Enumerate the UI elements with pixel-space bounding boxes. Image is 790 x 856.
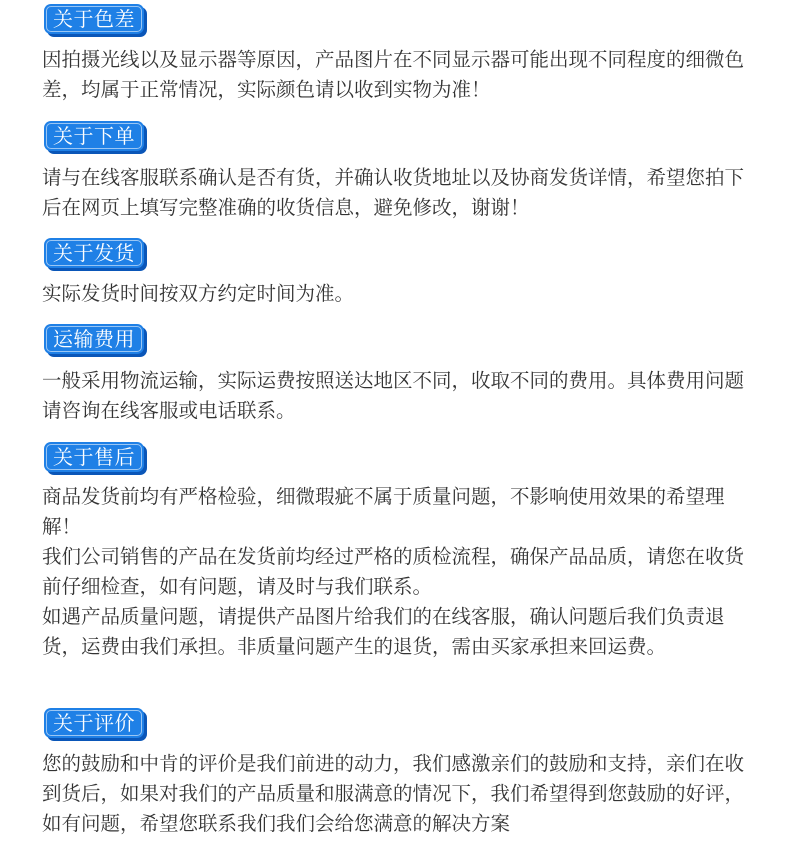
section-title-after-sales: 关于售后: [44, 442, 144, 472]
section-title-shipping: 关于发货: [44, 238, 144, 268]
section-text-after-sales-2: 我们公司销售的产品在发货前均经过严格的质检流程，确保产品品质，请您在收货前仔细检查，如有问题，请及时与我们联系。: [42, 545, 745, 598]
section-title-freight: 运输费用: [44, 324, 144, 354]
section-text-ordering: 请与在线客服联系确认是否有货，并确认收货地址以及协商发货详情，希望您拍下后在网页上填写完整准确的收货信息，避免修改，谢谢！: [42, 166, 745, 219]
section-text-reviews: 您的鼓励和中肯的评价是我们前进的动力，我们感激亲们的鼓励和支持，亲们在收到货后，如果对我们的产品质量和服满意的情况下，我们希望得到您鼓励的好评，如有问题，希望您联系我们我们会给您满意的解决方案: [42, 752, 745, 835]
section-text-shipping: 实际发货时间按双方约定时间为准。: [42, 282, 355, 305]
section-text-after-sales-1: 商品发货前均有严格检验，细微瑕疵不属于质量问题，不影响使用效果的希望理解！: [42, 485, 725, 538]
section-title-ordering: 关于下单: [44, 121, 144, 151]
section-title-color-difference: 关于色差: [44, 4, 144, 34]
section-text-after-sales-3: 如遇产品质量问题，请提供产品图片给我们的在线客服，确认问题后我们负责退货，运费由我们承担。非质量问题产生的退货，需由买家承担来回运费。: [42, 605, 725, 658]
section-text-freight: 一般采用物流运输，实际运费按照送达地区不同，收取不同的费用。具体费用问题请咨询在线客服或电话联系。: [42, 369, 745, 422]
section-text-color-difference: 因拍摄光线以及显示器等原因，产品图片在不同显示器可能出现不同程度的细微色差，均属于正常情况，实际颜色请以收到实物为准！: [42, 48, 745, 101]
section-title-reviews: 关于评价: [44, 708, 144, 738]
